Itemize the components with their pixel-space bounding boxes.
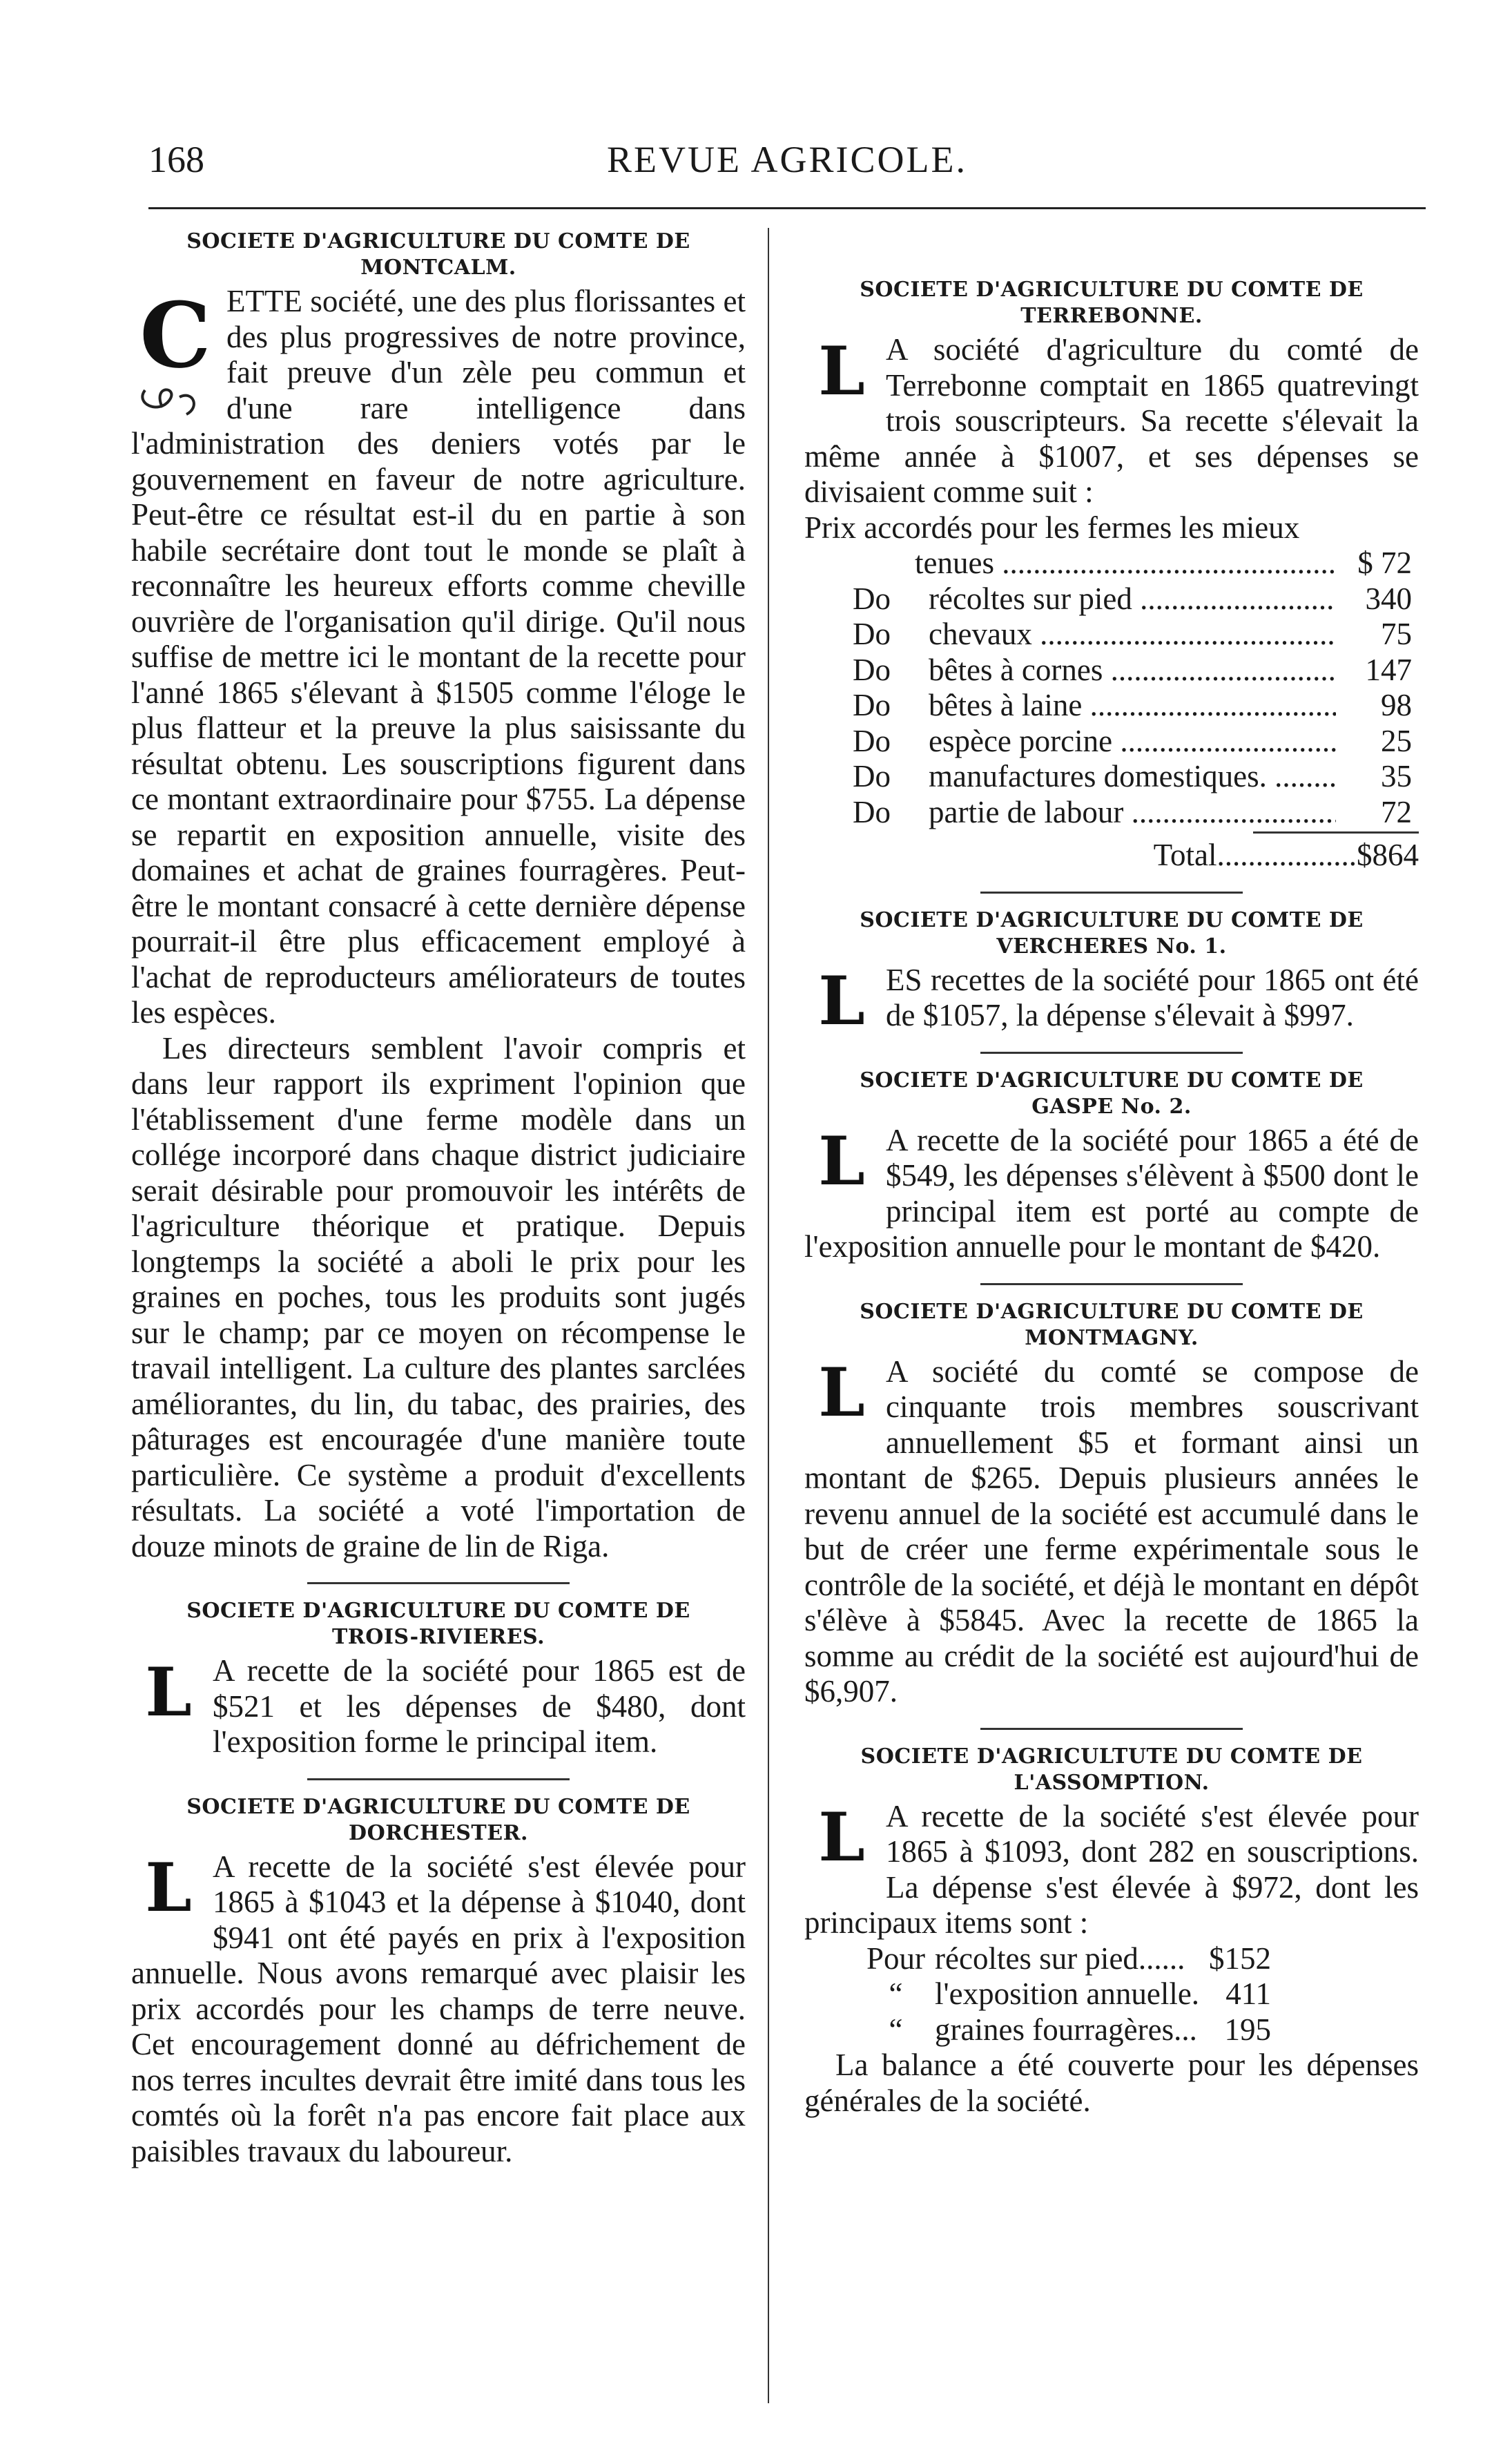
section-title <box>804 1068 1419 1120</box>
section-assomption <box>804 1744 1419 2119</box>
paragraph: Les directeurs semblent l'avoir compris et dans leur rapport ils expriment l'opinion que l'établissement d'une ferme modèle dans un collége incorporé dans chaque district judiciaire serait désirable pour promouvoir les intérêts de l'agriculture théorique et pratique. Depuis longtemps la société a aboli le prix pour les graines en poches, tous les produits sont jugés sur le champ; par ce moyen on récompense le travail intelligent. La culture des plantes sarclées améliorantes, du lin, du tabac, des prairies, des pâturages est encouragée d'une manière toute particulière. Ce système a produit d'excellents résultats. La société a voté l'importation de douze minots de graine de lin de Riga. <box>131 1030 746 1563</box>
dropcap-letter: L <box>818 962 865 1040</box>
section-montcalm <box>131 229 746 1564</box>
paragraph: A recette de la société s'est élevée pour 1865 à $1043 et la dépense à $1040, dont $941 ont été payés en prix à l'exposition annuelle. Nous avons remarqué avec plaisir les prix accordés pour les champs de terre neuve. Cet encouragement donné au défrichement de nos terres incultes devrait être imité dans tous les comtés où la forêt n'a pas encore fait place aux paisibles travaux du laboureur. <box>131 1849 746 2168</box>
section-title-line-1: SOCIETE D'AGRICULTURE DU COMTE DE <box>860 278 1364 302</box>
total-row <box>804 838 1419 874</box>
expense-row <box>804 581 1412 617</box>
item-prefix: “ <box>889 2012 903 2047</box>
total-rule <box>1253 831 1419 834</box>
item-label: graines fourragères... <box>935 2012 1197 2047</box>
ditto-mark: Do <box>853 688 891 722</box>
expense-amount: 98 <box>1381 688 1412 722</box>
expense-label: récoltes sur pied ..... <box>915 581 1336 617</box>
item-amount: $152 <box>1209 1941 1272 1976</box>
ditto-mark: Do <box>853 652 891 687</box>
expense-row <box>804 759 1412 795</box>
section-title-line-2: VERCHERES No. 1. <box>996 934 1227 959</box>
expense-row <box>804 688 1412 724</box>
section-title <box>131 229 746 281</box>
dropcap-letter: L <box>145 1849 192 1927</box>
paragraph: ES recettes de la société pour 1865 ont été de $1057, la dépense s'élevait à $997. <box>886 962 1419 1032</box>
section-title-line-1: SOCIETE D'AGRICULTURE DU COMTE DE <box>186 1794 690 1819</box>
dropcap-letter: L <box>818 331 865 410</box>
expense-row <box>804 653 1412 689</box>
expense-row <box>804 724 1412 760</box>
section-title-line-1: SOCIETE D'AGRICULTURE DU COMTE DE <box>186 229 690 253</box>
section-title-line-2: TROIS-RIVIERES. <box>331 1625 545 1649</box>
section-title <box>804 277 1419 329</box>
items-table <box>866 1941 1271 2048</box>
section-rule <box>980 1728 1243 1730</box>
paragraph: A recette de la société pour 1865 a été de $549, les dépenses s'élèvent à $500 dont le principal item est porté au compte de l'exposition annuelle pour le montant de $420. <box>804 1122 1419 1264</box>
ditto-mark: Do <box>853 723 891 758</box>
page-number: 168 <box>148 139 204 180</box>
section-title-line-2: L'ASSOMPTION. <box>1014 1770 1210 1795</box>
dropcap-letter: L <box>818 1122 865 1200</box>
item-row <box>866 2012 1271 2048</box>
expense-label: tenues ..... <box>915 546 1336 581</box>
header-rule <box>148 207 1426 209</box>
expense-label: manufactures domestiques. ..... <box>915 759 1336 795</box>
ornamental-initial <box>131 1849 206 1927</box>
section-title-line-2: TERREBONNE. <box>1020 304 1203 328</box>
expense-label: chevaux ..... <box>915 617 1336 653</box>
expense-amount: $ 72 <box>1357 546 1412 580</box>
ornamental-initial <box>804 1354 879 1432</box>
ditto-mark: Do <box>853 759 891 793</box>
expense-table <box>804 546 1412 830</box>
leader-dots: .................. <box>1217 838 1357 872</box>
section-title-line-2: MONTMAGNY. <box>1025 1325 1199 1350</box>
section-title-line-2: DORCHESTER. <box>349 1820 528 1845</box>
section-montmagny <box>804 1299 1419 1710</box>
item-row <box>866 1976 1271 2012</box>
ditto-mark <box>804 546 915 581</box>
left-column <box>131 224 746 2407</box>
item-amount: 195 <box>1224 2012 1272 2047</box>
expense-row <box>804 795 1412 831</box>
column-divider <box>768 228 769 2403</box>
ornamental-initial <box>804 962 879 1040</box>
section-gaspe <box>804 1068 1419 1265</box>
section-title <box>131 1598 746 1650</box>
section-title <box>804 1744 1419 1796</box>
section-title-line-1: SOCIETE D'AGRICULTURE DU COMTE DE <box>186 1599 690 1623</box>
right-column <box>804 273 1419 2455</box>
ornamental-initial <box>804 1798 879 1876</box>
expense-label: espèce porcine ..... <box>915 724 1336 760</box>
dropcap-letter: L <box>818 1354 865 1432</box>
section-dorchester <box>131 1794 746 2170</box>
ditto-mark: Do <box>853 581 891 616</box>
paragraph: A société du comté se compose de cinquante trois membres souscrivant annuellement $5 et formant ainsi un montant de $265. Depuis plusieurs années le revenu annuel de la société est accumulé dans le but de créer une ferme expérimentale sous le contrôle de la société, et déjà le montant en dépôt s'élève à $5845. Avec la recette de 1865 la somme au crédit de la société est aujourd'hui de $6,907. <box>804 1354 1419 1709</box>
section-terrebonne <box>804 277 1419 874</box>
section-rule <box>980 892 1243 894</box>
section-rule <box>980 1283 1243 1285</box>
expense-row <box>804 546 1412 581</box>
section-title-line-1: SOCIETE D'AGRICULTUTE DU COMTE DE <box>860 1744 1363 1769</box>
ornamental-initial <box>131 282 220 425</box>
expense-amount: 75 <box>1381 617 1412 651</box>
ornamental-initial <box>131 1653 206 1731</box>
expense-amount: 72 <box>1381 794 1412 829</box>
ditto-mark: Do <box>853 617 891 651</box>
dropcap-letter: L <box>818 1798 865 1876</box>
section-title-line-2: MONTCALM. <box>360 256 516 280</box>
ornamental-initial <box>804 1122 879 1200</box>
expense-label: partie de labour ..... <box>915 795 1336 831</box>
section-vercheres <box>804 907 1419 1040</box>
expense-label: bêtes à laine ..... <box>915 688 1336 724</box>
item-amount: 411 <box>1225 1976 1272 2011</box>
ornamental-initial <box>804 331 879 410</box>
ditto-mark: Do <box>853 794 891 829</box>
total-label: Total <box>1153 838 1217 872</box>
item-row <box>866 1941 1271 1977</box>
section-rule <box>980 1052 1243 1054</box>
paragraph: A recette de la société s'est élevée pour 1865 à $1093, dont 282 en souscriptions. La dépense s'est élevée à $972, dont les principaux items sont : <box>804 1798 1419 1940</box>
dropcap-letter: L <box>145 1653 192 1731</box>
expense-amount: 25 <box>1381 723 1412 758</box>
paragraph: A recette de la société pour 1865 est de $521 et les dépenses de $480, dont l'exposition forme le principal item. <box>213 1653 746 1759</box>
expense-amount: 35 <box>1381 759 1412 793</box>
expense-row <box>804 617 1412 653</box>
section-title-line-1: SOCIETE D'AGRICULTURE DU COMTE DE <box>860 1299 1364 1324</box>
item-prefix: “ <box>889 1976 903 2011</box>
section-title <box>804 907 1419 960</box>
paragraph: ETTE société, une des plus florissantes et des plus progressives de notre province, fait preuve d'un zèle peu commun et d'une rare intelligence dans l'administration des deniers votés par le gouvernement en faveur de notre agriculture. Peut-être ce résultat est-il du en partie à son habile secrétaire dont tout le monde se plaît à reconnaître les heureux efforts comme cheville ouvrière de l'organisation qu'il dirige. Qu'il nous suffise de mettre ici le montant de la recette pour l'anné 1865 s'élevant à $1505 comme l'éloge le plus flatteur et la preuve la plus saisissante du résultat obtenu. Les souscriptions figurent dans ce montant extraordinaire pour $755. La dépense se repartit en exposition annuelle, visite des domaines et achat de graines fourragères. Peut-être le montant consacré à cette dernière dépense pourrait-il être plus efficacement employé à l'achat de reproducteurs améliorateurs de toutes les espèces. <box>131 284 746 1030</box>
page-header <box>148 138 1426 193</box>
expense-amount: 147 <box>1365 652 1412 687</box>
section-title-line-1: SOCIETE D'AGRICULTURE DU COMTE DE <box>860 907 1364 932</box>
paragraph: La balance a été couverte pour les dépenses générales de la société. <box>804 2048 1419 2118</box>
section-title-line-1: SOCIETE D'AGRICULTURE DU COMTE DE <box>860 1068 1364 1093</box>
section-trois-rivieres <box>131 1598 746 1760</box>
dropcap-letter: C <box>139 282 211 388</box>
section-title <box>804 1299 1419 1351</box>
item-label: récoltes sur pied...... <box>935 1941 1185 1976</box>
section-rule <box>307 1778 570 1780</box>
expense-intro: Prix accordés pour les fermes les mieux <box>804 510 1300 545</box>
total-amount: $864 <box>1357 838 1419 872</box>
running-title: REVUE AGRICOLE. <box>607 139 967 180</box>
item-prefix: Pour <box>866 1941 926 1976</box>
section-title <box>131 1794 746 1847</box>
paragraph: A société d'agriculture du comté de Terrebonne comptait en 1865 quatrevingt trois souscripteurs. Sa recette s'élevait la même année à $1007, et ses dépenses se divisaient comme suit : <box>804 332 1419 509</box>
expense-amount: 340 <box>1365 581 1412 616</box>
item-label: l'exposition annuelle. <box>935 1976 1200 2011</box>
section-title-line-2: GASPE No. 2. <box>1031 1094 1192 1119</box>
section-rule <box>307 1582 570 1584</box>
expense-label: bêtes à cornes ..... <box>915 653 1336 689</box>
